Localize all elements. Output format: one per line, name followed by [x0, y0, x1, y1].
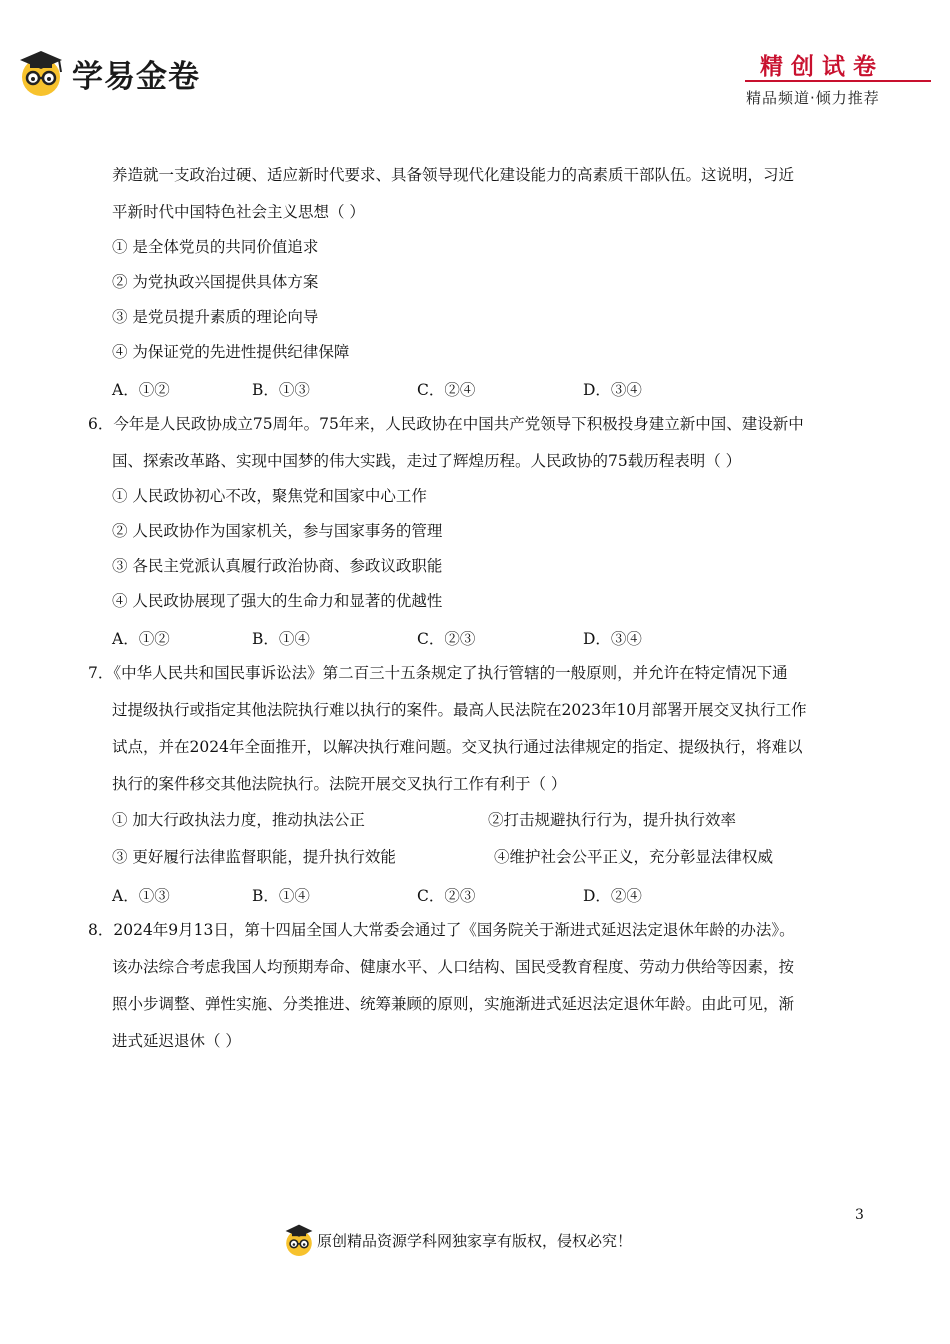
logo-text: 学易金卷: [72, 58, 200, 95]
q8-stem-line-4: 进式延迟退休（ ）: [112, 1032, 241, 1050]
logo-mascot-icon: [16, 48, 66, 98]
q6-choice-a: A．①②: [112, 630, 170, 648]
q7-choice-d: D．②④: [583, 887, 642, 905]
q6-choice-c: C．②③: [417, 630, 476, 648]
q5-item-2: ② 为党执政兴国提供具体方案: [112, 273, 319, 291]
q7-stem-line-1: 7．《中华人民共和国民事诉讼法》第二百三十五条规定了执行管辖的一般原则，并允许在特定情况下通: [88, 664, 788, 682]
q5-item-1: ① 是全体党员的共同价值追求: [112, 238, 319, 256]
q5-item-4: ④ 为保证党的先进性提供纪律保障: [112, 343, 350, 361]
q8-stem-line-1: 8．2024年9月13日，第十四届全国人大常委会通过了《国务院关于渐进式延迟法定退休年龄的办法》。: [88, 921, 795, 939]
q7-item-2: ②打击规避执行行为，提升执行效率: [488, 811, 737, 829]
logo: [16, 48, 200, 98]
q6-item-2: ② 人民政协作为国家机关，参与国家事务的管理: [112, 522, 443, 540]
q6-item-4: ④ 人民政协展现了强大的生命力和显著的优越性: [112, 592, 443, 610]
q5-stem-line-1: 养造就一支政治过硬、适应新时代要求、具备领导现代化建设能力的高素质干部队伍。这说明，习近: [112, 166, 795, 184]
page-number: 3: [855, 1207, 864, 1223]
q6-item-3: ③ 各民主党派认真履行政治协商、参政议政职能: [112, 557, 443, 575]
q6-stem-line-1: 6．今年是人民政协成立75周年。75年来，人民政协在中国共产党领导下积极投身建立新中国、建设新中: [88, 415, 804, 433]
q7-choice-c: C．②③: [417, 887, 476, 905]
q5-stem-line-2: 平新时代中国特色社会主义思想（ ）: [112, 203, 365, 221]
q5-choice-c: C．②④: [417, 381, 476, 399]
brand-subtitle: 精品频道·倾力推荐: [746, 89, 880, 107]
q5-choice-b: B．①③: [252, 381, 310, 399]
footer-copyright: 原创精品资源学科网独家享有版权，侵权必究！: [317, 1231, 633, 1250]
q7-stem-line-2: 过提级执行或指定其他法院执行难以执行的案件。最高人民法院在2023年10月部署开展交叉执行工作: [112, 701, 807, 719]
q7-item-4: ④维护社会公平正义，充分彰显法律权威: [494, 848, 774, 866]
q7-item-1: ① 加大行政执法力度，推动执法公正: [112, 811, 365, 829]
q7-stem-line-3: 试点，并在2024年全面推开，以解决执行难问题。交叉执行通过法律规定的指定、提级执行，将难以: [112, 738, 803, 756]
q7-stem-line-4: 执行的案件移交其他法院执行。法院开展交叉执行工作有利于（ ）: [112, 775, 567, 793]
q5-item-3: ③ 是党员提升素质的理论向导: [112, 308, 319, 326]
q6-item-1: ① 人民政协初心不改，聚焦党和国家中心工作: [112, 487, 427, 505]
brand-divider: [745, 80, 931, 82]
footer-mascot-icon: [283, 1222, 315, 1258]
q7-item-3: ③ 更好履行法律监督职能，提升执行效能: [112, 848, 396, 866]
q6-stem-line-2: 国、探索改革路、实现中国梦的伟大实践，走过了辉煌历程。人民政协的75载历程表明（ ）: [112, 452, 742, 470]
q5-choice-a: A．①②: [112, 381, 170, 399]
q7-choice-b: B．①④: [252, 887, 310, 905]
q8-stem-line-2: 该办法综合考虑我国人均预期寿命、健康水平、人口结构、国民受教育程度、劳动力供给等因素，按: [112, 958, 795, 976]
q8-stem-line-3: 照小步调整、弹性实施、分类推进、统筹兼顾的原则，实施渐进式延迟法定退休年龄。由此可见，渐: [112, 995, 795, 1013]
q5-choice-d: D．③④: [583, 381, 642, 399]
q6-choice-b: B．①④: [252, 630, 310, 648]
footer: [283, 1222, 632, 1258]
q7-choice-a: A．①③: [112, 887, 170, 905]
q6-choice-d: D．③④: [583, 630, 642, 648]
brand-title: 精创试卷: [760, 54, 884, 80]
